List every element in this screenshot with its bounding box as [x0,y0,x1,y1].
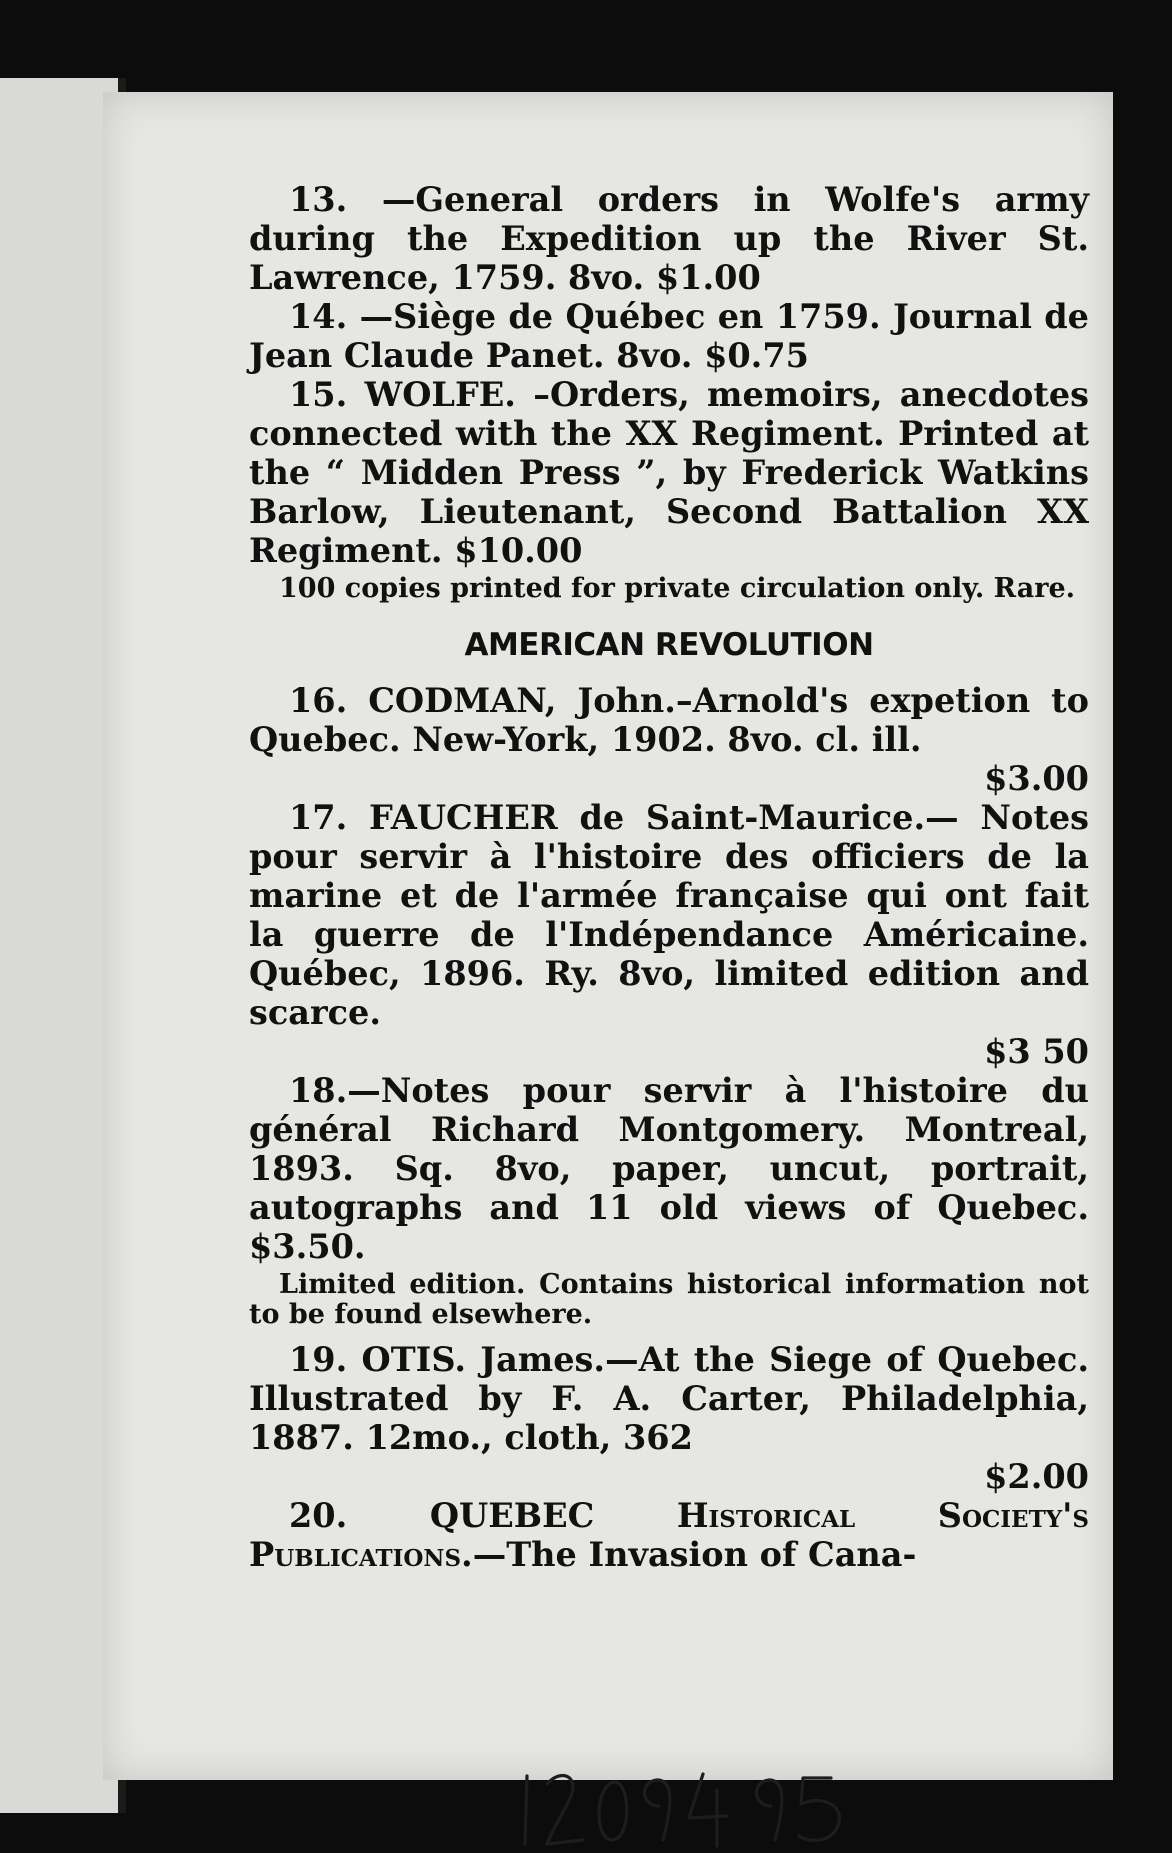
entry-18-text: 18.—Notes pour servir à l'histoire du général Richard Montgomery. Montreal, 1893. Sq. 8vo, paper, uncut, portrait, autographs and 11 old views of Quebec. $3.50. [249,1071,1089,1266]
entry-19-text: 19. OTIS. James.—At the Siege of Quebec. Illustrated by F. A. Carter, Philadelphia, 1887. 12mo., cloth, 362 [249,1340,1089,1457]
entry-19-price: $2.00 [984,1457,1089,1496]
entry-16-text: 16. CODMAN, John.–Arnold's expetion to Quebec. New-York, 1902. 8vo. cl. ill. [249,681,1089,759]
entry-20-text [249,1496,1089,1574]
entry-20 [249,1496,1089,1574]
entry-18-note [249,1270,1089,1330]
entry-15-note-text: 100 copies printed for private circulation only. Rare. [279,573,1076,604]
section-title: AMERICAN REVOLUTION [464,627,874,663]
entry-18-note-text: Limited edition. Contains historical information not to be found elsewhere. [249,1269,1089,1330]
entry-17-text: 17. FAUCHER de Saint-Maurice.— Notes pour servir à l'histoire des officiers de la marine et de l'armée française qui ont fait la guerre de l'Indépendance Américaine. Québec, 1896. Ry. 8vo, limited edition and scarce. [249,798,1089,1032]
entry-20-smallcaps: Historical Society's Publications. [249,1496,1089,1574]
entry-15 [249,375,1089,570]
entry-17 [249,798,1089,1071]
entry-14 [249,297,1089,375]
handwritten-accession-number [513,1762,873,1852]
entry-13 [249,180,1089,297]
entry-17-price: $3 50 [984,1032,1089,1071]
page-text [249,180,1089,1574]
entry-14-text: 14. —Siège de Québec en 1759. Journal de Jean Claude Panet. 8vo. $0.75 [249,297,1089,375]
entry-20-prefix: 20. QUEBEC [289,1496,677,1535]
entry-15-note [249,574,1089,604]
entry-13-text: 13. —General orders in Wolfe's army during the Expedition up the River St. Lawrence, 1759. 8vo. $1.00 [249,180,1089,297]
entry-19 [249,1340,1089,1496]
entry-18 [249,1071,1089,1266]
entry-16 [249,681,1089,798]
entry-15-text: 15. WOLFE. –Orders, memoirs, anecdotes connected with the XX Regiment. Printed at the “ Midden Press ”, by Frederick Watkins Barlow, Lieutenant, Second Battalion XX Regiment. $10.00 [249,375,1089,570]
catalogue-page [103,92,1113,1780]
entry-20-suffix: —The Invasion of Cana- [472,1535,917,1574]
entry-16-price: $3.00 [984,759,1089,798]
adjacent-page-edge [0,78,118,1813]
